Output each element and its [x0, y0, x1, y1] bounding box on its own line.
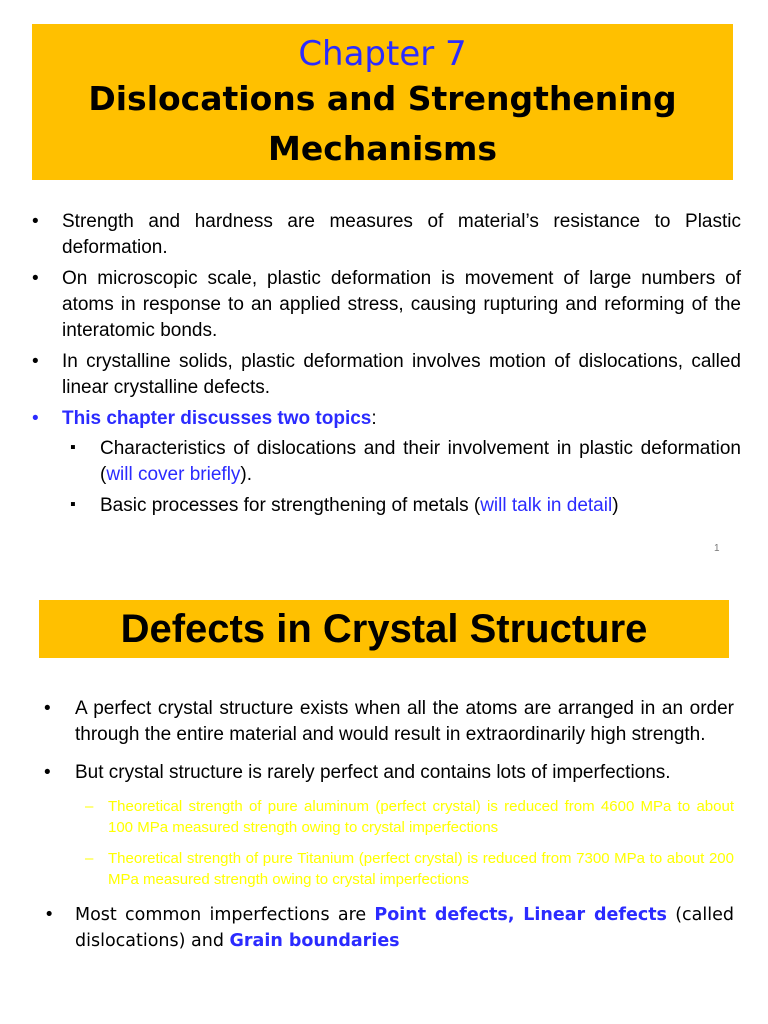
grain-boundaries-term: Grain boundaries [229, 931, 400, 951]
list-item: • Strength and hardness are measures of material’s resistance to Plastic deformation. [32, 209, 741, 261]
sub-list-item: – Theoretical strength of pure aluminum (perfect crystal) is reduced from 4600 MPa to about 100 MPa measured strength owing to crystal imperfections [75, 796, 734, 838]
topic-note: will talk in detail [480, 495, 613, 516]
topics-intro: This chapter discusses two topics [62, 408, 372, 429]
section-title-box [39, 600, 729, 658]
chapter-title-box [32, 24, 733, 180]
strength-sub-list [75, 796, 734, 890]
list-item-text: But crystal structure is rarely perfect and contains lots of imperfections. [75, 762, 671, 783]
defects-bullet-list [44, 696, 734, 966]
topics-colon: : [371, 408, 377, 429]
list-item: • On microscopic scale, plastic deformation is movement of large numbers of atoms in response to an applied stress, causing rupturing and reforming of the interatomic bonds. [32, 266, 741, 344]
chapter-label: Chapter 7 [298, 34, 467, 74]
term-separator: , [507, 905, 524, 925]
topic-end: ). [240, 464, 253, 485]
topics-list-item [32, 406, 741, 519]
topic-note: will cover briefly [106, 464, 241, 485]
list-item: • A perfect crystal structure exists when all the atoms are arranged in an order through the entire material and would result in extraordinarily high strength. [44, 696, 734, 748]
section-title: Defects in Crystal Structure [120, 607, 648, 651]
list-item: • In crystalline solids, plastic deformation involves motion of dislocations, called linear crystalline defects. [32, 349, 741, 401]
linear-defects-term: Linear defects [523, 905, 667, 925]
sub-list-item: – Theoretical strength of pure Titanium (perfect crystal) is reduced from 7300 MPa to about 200 MPa measured strength owing to crystal imperfections [75, 848, 734, 890]
topic-text: Basic processes for strengthening of metals ( [100, 495, 481, 516]
intro-bullet-list [32, 209, 741, 524]
topic-item [62, 493, 741, 519]
point-defects-term: Point defects [374, 905, 508, 925]
topic-end: ) [612, 495, 619, 516]
list-item [44, 902, 734, 954]
topics-sub-list [62, 436, 741, 519]
chapter-title: Dislocations and Strengthening Mechanisms [88, 79, 677, 168]
list-item [44, 760, 734, 890]
list-item-text: Most common imperfections are [75, 905, 375, 925]
page-number: 1 [714, 543, 720, 554]
topic-item [62, 436, 741, 488]
list-item-text: (called dislocations) and [75, 905, 734, 951]
topic-text: Characteristics of dislocations and their involvement in plastic deformation ( [100, 438, 741, 485]
